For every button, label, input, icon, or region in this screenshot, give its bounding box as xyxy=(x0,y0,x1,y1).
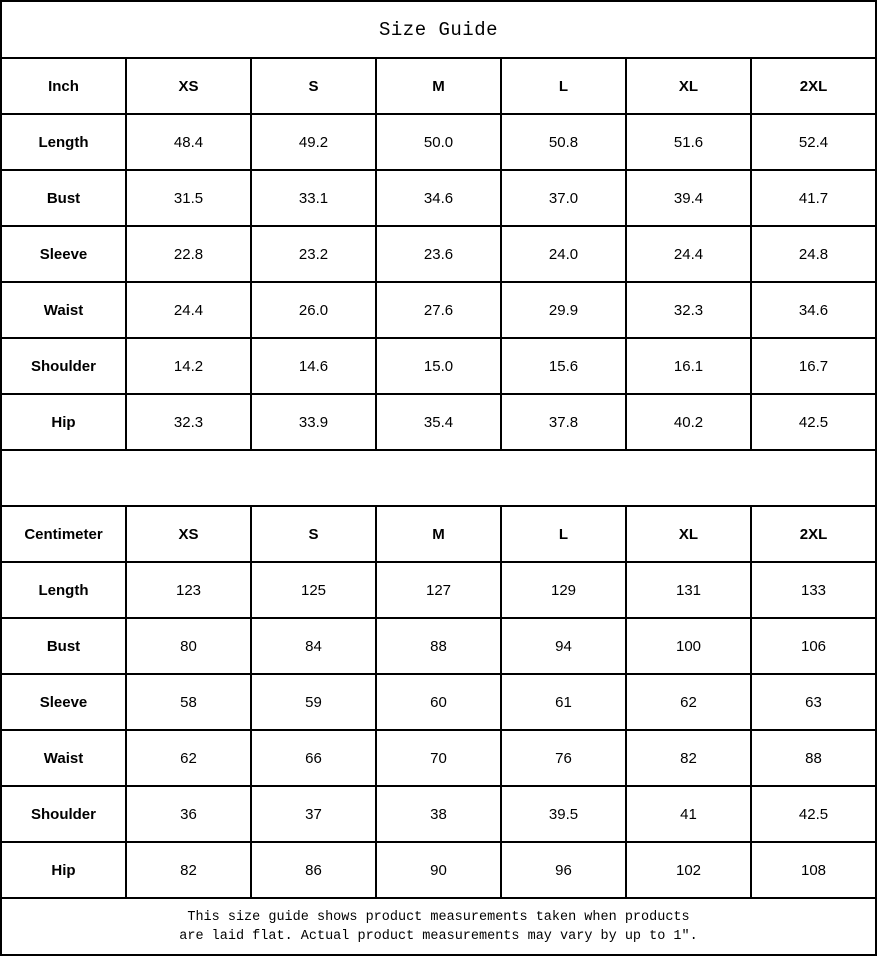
size-value-cell: 76 xyxy=(501,730,626,786)
size-column-header: 2XL xyxy=(751,506,876,562)
title-row xyxy=(1,1,876,58)
measurement-row xyxy=(1,786,876,842)
size-value-cell: 48.4 xyxy=(126,114,251,170)
footer-note-line-1: This size guide shows product measurements taken when products xyxy=(187,909,690,925)
measurement-row xyxy=(1,394,876,450)
size-value-cell: 24.4 xyxy=(126,282,251,338)
size-value-cell: 37.8 xyxy=(501,394,626,450)
size-value-cell: 24.4 xyxy=(626,226,751,282)
size-column-header: S xyxy=(251,58,376,114)
size-value-cell: 35.4 xyxy=(376,394,501,450)
size-column-header: L xyxy=(501,506,626,562)
size-value-cell: 123 xyxy=(126,562,251,618)
size-value-cell: 15.0 xyxy=(376,338,501,394)
size-value-cell: 127 xyxy=(376,562,501,618)
size-column-header: XL xyxy=(626,506,751,562)
size-value-cell: 16.1 xyxy=(626,338,751,394)
size-column-header: M xyxy=(376,506,501,562)
measurement-row xyxy=(1,170,876,226)
size-column-header: XL xyxy=(626,58,751,114)
row-label-cell: Sleeve xyxy=(1,226,126,282)
size-value-cell: 133 xyxy=(751,562,876,618)
size-value-cell: 37 xyxy=(251,786,376,842)
row-label-cell: Length xyxy=(1,114,126,170)
row-label-cell: Hip xyxy=(1,842,126,898)
size-value-cell: 32.3 xyxy=(126,394,251,450)
size-value-cell: 86 xyxy=(251,842,376,898)
size-value-cell: 14.2 xyxy=(126,338,251,394)
size-value-cell: 34.6 xyxy=(751,282,876,338)
size-value-cell: 106 xyxy=(751,618,876,674)
size-value-cell: 41 xyxy=(626,786,751,842)
footer-note xyxy=(1,898,876,955)
size-value-cell: 90 xyxy=(376,842,501,898)
size-value-cell: 26.0 xyxy=(251,282,376,338)
size-column-header: M xyxy=(376,58,501,114)
unit-header-cell: Inch xyxy=(1,58,126,114)
size-value-cell: 23.6 xyxy=(376,226,501,282)
size-value-cell: 63 xyxy=(751,674,876,730)
measurement-row xyxy=(1,674,876,730)
size-value-cell: 32.3 xyxy=(626,282,751,338)
size-value-cell: 15.6 xyxy=(501,338,626,394)
size-value-cell: 100 xyxy=(626,618,751,674)
size-value-cell: 59 xyxy=(251,674,376,730)
size-value-cell: 50.0 xyxy=(376,114,501,170)
size-header-row xyxy=(1,506,876,562)
measurement-row xyxy=(1,562,876,618)
size-value-cell: 29.9 xyxy=(501,282,626,338)
row-label-cell: Bust xyxy=(1,170,126,226)
size-value-cell: 27.6 xyxy=(376,282,501,338)
size-value-cell: 125 xyxy=(251,562,376,618)
size-value-cell: 23.2 xyxy=(251,226,376,282)
size-value-cell: 61 xyxy=(501,674,626,730)
page-title: Size Guide xyxy=(1,1,876,58)
size-value-cell: 41.7 xyxy=(751,170,876,226)
size-value-cell: 62 xyxy=(626,674,751,730)
size-value-cell: 33.9 xyxy=(251,394,376,450)
spacer-row xyxy=(1,450,876,506)
measurement-row xyxy=(1,226,876,282)
size-value-cell: 39.5 xyxy=(501,786,626,842)
size-value-cell: 58 xyxy=(126,674,251,730)
size-column-header: XS xyxy=(126,58,251,114)
measurement-row xyxy=(1,842,876,898)
size-value-cell: 24.0 xyxy=(501,226,626,282)
unit-header-cell: Centimeter xyxy=(1,506,126,562)
size-value-cell: 60 xyxy=(376,674,501,730)
size-value-cell: 42.5 xyxy=(751,394,876,450)
size-column-header: S xyxy=(251,506,376,562)
size-value-cell: 70 xyxy=(376,730,501,786)
size-value-cell: 37.0 xyxy=(501,170,626,226)
size-value-cell: 42.5 xyxy=(751,786,876,842)
size-value-cell: 24.8 xyxy=(751,226,876,282)
measurement-row xyxy=(1,114,876,170)
size-column-header: L xyxy=(501,58,626,114)
size-value-cell: 129 xyxy=(501,562,626,618)
size-value-cell: 82 xyxy=(126,842,251,898)
row-label-cell: Length xyxy=(1,562,126,618)
measurement-row xyxy=(1,338,876,394)
size-value-cell: 49.2 xyxy=(251,114,376,170)
size-value-cell: 40.2 xyxy=(626,394,751,450)
size-value-cell: 52.4 xyxy=(751,114,876,170)
size-value-cell: 14.6 xyxy=(251,338,376,394)
row-label-cell: Shoulder xyxy=(1,786,126,842)
row-label-cell: Hip xyxy=(1,394,126,450)
size-value-cell: 36 xyxy=(126,786,251,842)
spacer-section xyxy=(1,450,876,506)
size-value-cell: 96 xyxy=(501,842,626,898)
size-value-cell: 82 xyxy=(626,730,751,786)
row-label-cell: Shoulder xyxy=(1,338,126,394)
size-value-cell: 66 xyxy=(251,730,376,786)
size-value-cell: 80 xyxy=(126,618,251,674)
size-value-cell: 88 xyxy=(751,730,876,786)
title-section xyxy=(1,1,876,58)
footer-note-line-2: are laid flat. Actual product measurements may vary by up to 1″. xyxy=(179,928,698,944)
measurement-row xyxy=(1,730,876,786)
size-value-cell: 39.4 xyxy=(626,170,751,226)
size-value-cell: 131 xyxy=(626,562,751,618)
size-value-cell: 50.8 xyxy=(501,114,626,170)
row-label-cell: Waist xyxy=(1,730,126,786)
size-value-cell: 33.1 xyxy=(251,170,376,226)
inch-table-body xyxy=(1,58,876,450)
size-column-header: XS xyxy=(126,506,251,562)
row-label-cell: Bust xyxy=(1,618,126,674)
row-label-cell: Waist xyxy=(1,282,126,338)
size-value-cell: 22.8 xyxy=(126,226,251,282)
size-value-cell: 102 xyxy=(626,842,751,898)
size-value-cell: 62 xyxy=(126,730,251,786)
footer-section xyxy=(1,898,876,955)
size-value-cell: 31.5 xyxy=(126,170,251,226)
measurement-row xyxy=(1,618,876,674)
size-column-header: 2XL xyxy=(751,58,876,114)
size-value-cell: 51.6 xyxy=(626,114,751,170)
table-spacer xyxy=(1,450,876,506)
size-value-cell: 34.6 xyxy=(376,170,501,226)
size-value-cell: 94 xyxy=(501,618,626,674)
size-value-cell: 84 xyxy=(251,618,376,674)
size-header-row xyxy=(1,58,876,114)
measurement-row xyxy=(1,282,876,338)
footer-row xyxy=(1,898,876,955)
size-value-cell: 16.7 xyxy=(751,338,876,394)
centimeter-table-body xyxy=(1,506,876,898)
size-value-cell: 108 xyxy=(751,842,876,898)
size-value-cell: 38 xyxy=(376,786,501,842)
row-label-cell: Sleeve xyxy=(1,674,126,730)
size-value-cell: 88 xyxy=(376,618,501,674)
